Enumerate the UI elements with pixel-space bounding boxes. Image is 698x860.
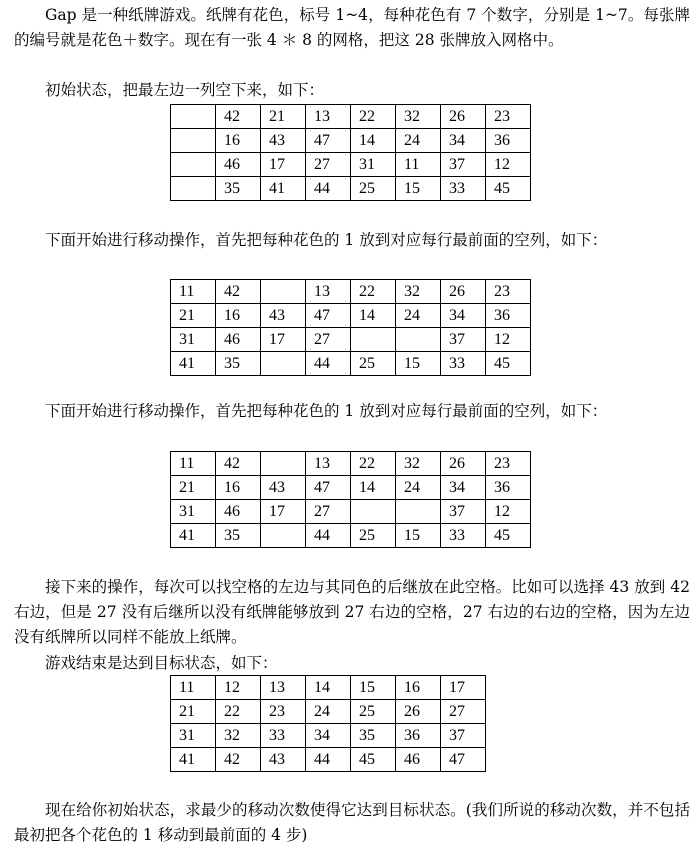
grid-cell: 14 bbox=[306, 676, 351, 700]
grid-row bbox=[171, 280, 531, 304]
grid-cell: 27 bbox=[306, 153, 351, 177]
initial-state-paragraph: 初始状态，把最左边一列空下来，如下： bbox=[45, 81, 325, 99]
grid-cell: 12 bbox=[216, 676, 261, 700]
grid-cell: 36 bbox=[396, 724, 441, 748]
move-rule-paragraph: 接下来的操作，每次可以找空格的左边与其同色的后继放在此空格。比如可以选择 43 放到 42 右边，但是 27 没有后继所以没有纸牌能够放到 27 右边的空格，27 右边的右边的空格，因为左边没有纸牌所以同样不能放上纸牌。 bbox=[14, 578, 690, 646]
grid-cell: 14 bbox=[351, 476, 396, 500]
grid-cell: 43 bbox=[261, 748, 306, 772]
grid-cell: 11 bbox=[171, 676, 216, 700]
grid-row bbox=[171, 748, 486, 772]
grid-cell: 26 bbox=[441, 452, 486, 476]
move-step-paragraph-2: 下面开始进行移动操作，首先把每种花色的 1 放到对应每行最前面的空列，如下： bbox=[45, 402, 608, 420]
grid-cell: 47 bbox=[306, 304, 351, 328]
grid-cell: 43 bbox=[261, 304, 306, 328]
grid-cell bbox=[261, 452, 306, 476]
grid-cell: 44 bbox=[306, 748, 351, 772]
grid-cell: 25 bbox=[351, 177, 396, 201]
grid-cell: 23 bbox=[486, 105, 531, 129]
grid-cell: 15 bbox=[396, 352, 441, 376]
grid-cell: 32 bbox=[396, 452, 441, 476]
grid-row bbox=[171, 304, 531, 328]
grid-cell: 46 bbox=[216, 328, 261, 352]
grid-cell bbox=[351, 328, 396, 352]
grid-cell: 23 bbox=[486, 280, 531, 304]
grid-cell: 15 bbox=[396, 177, 441, 201]
grid-cell: 21 bbox=[171, 304, 216, 328]
grid-cell: 21 bbox=[171, 476, 216, 500]
grid-row bbox=[171, 476, 531, 500]
grid-cell: 11 bbox=[171, 452, 216, 476]
grid-cell: 13 bbox=[306, 452, 351, 476]
grid-cell: 31 bbox=[171, 724, 216, 748]
grid-cell: 14 bbox=[351, 129, 396, 153]
grid-cell: 16 bbox=[216, 476, 261, 500]
grid-cell: 23 bbox=[486, 452, 531, 476]
grid-row bbox=[171, 724, 486, 748]
grid-cell: 37 bbox=[441, 500, 486, 524]
grid-cell: 11 bbox=[396, 153, 441, 177]
grid-cell: 24 bbox=[396, 129, 441, 153]
grid-cell: 23 bbox=[261, 700, 306, 724]
grid-cell: 32 bbox=[216, 724, 261, 748]
grid-row bbox=[171, 328, 531, 352]
grid-cell: 13 bbox=[306, 105, 351, 129]
grid-cell: 35 bbox=[351, 724, 396, 748]
grid-cell: 17 bbox=[441, 676, 486, 700]
grid-cell: 15 bbox=[396, 524, 441, 548]
grid-cell: 45 bbox=[486, 524, 531, 548]
grid-cell: 46 bbox=[216, 500, 261, 524]
grid-cell: 27 bbox=[306, 328, 351, 352]
grid-cell: 21 bbox=[171, 700, 216, 724]
grid-cell: 43 bbox=[261, 129, 306, 153]
grid-cell: 21 bbox=[261, 105, 306, 129]
grid-cell bbox=[261, 280, 306, 304]
grid-row bbox=[171, 129, 531, 153]
task-paragraph: 现在给你初始状态，求最少的移动次数使得它达到目标状态。(我们所说的移动次数，并不包括最初把各个花色的 1 移动到最前面的 4 步) bbox=[14, 801, 690, 844]
grid-row bbox=[171, 153, 531, 177]
grid-cell: 36 bbox=[486, 304, 531, 328]
grid-cell: 16 bbox=[216, 304, 261, 328]
grid-cell: 47 bbox=[306, 129, 351, 153]
grid-cell: 47 bbox=[441, 748, 486, 772]
grid-cell: 26 bbox=[441, 280, 486, 304]
grid-cell: 22 bbox=[216, 700, 261, 724]
grid-cell: 17 bbox=[261, 153, 306, 177]
grid-cell: 16 bbox=[216, 129, 261, 153]
grid-cell bbox=[171, 177, 216, 201]
grid-cell bbox=[396, 328, 441, 352]
grid-cell bbox=[396, 500, 441, 524]
grid-cell: 26 bbox=[396, 700, 441, 724]
grid-cell: 33 bbox=[441, 524, 486, 548]
after-move-grid-1 bbox=[170, 279, 531, 376]
grid-cell: 17 bbox=[261, 328, 306, 352]
grid-cell: 17 bbox=[261, 500, 306, 524]
grid-cell: 22 bbox=[351, 280, 396, 304]
grid-cell: 26 bbox=[441, 105, 486, 129]
intro-paragraph: Gap 是一种纸牌游戏。纸牌有花色，标号 1~4，每种花色有 7 个数字，分别是 1~7。每张牌的编号就是花色＋数字。现在有一张 4 ＊ 8 的网格，把这 28 张牌放入网格中。 bbox=[14, 6, 690, 49]
grid-cell: 34 bbox=[306, 724, 351, 748]
grid-cell: 41 bbox=[171, 524, 216, 548]
grid-cell: 25 bbox=[351, 352, 396, 376]
grid-cell: 25 bbox=[351, 700, 396, 724]
grid-cell bbox=[171, 153, 216, 177]
grid-cell: 15 bbox=[351, 676, 396, 700]
grid-cell: 42 bbox=[216, 748, 261, 772]
grid-cell: 24 bbox=[306, 700, 351, 724]
grid-row bbox=[171, 676, 486, 700]
grid-row bbox=[171, 500, 531, 524]
grid-cell: 36 bbox=[486, 129, 531, 153]
grid-cell: 45 bbox=[351, 748, 396, 772]
grid-row bbox=[171, 700, 486, 724]
initial-grid bbox=[170, 104, 531, 201]
grid-cell: 47 bbox=[306, 476, 351, 500]
grid-cell: 36 bbox=[486, 476, 531, 500]
grid-cell: 37 bbox=[441, 153, 486, 177]
grid-row bbox=[171, 524, 531, 548]
grid-cell: 44 bbox=[306, 524, 351, 548]
grid-cell bbox=[171, 105, 216, 129]
grid-cell bbox=[261, 352, 306, 376]
grid-row bbox=[171, 452, 531, 476]
grid-cell: 31 bbox=[171, 328, 216, 352]
grid-cell: 25 bbox=[351, 524, 396, 548]
grid-cell: 33 bbox=[441, 177, 486, 201]
goal-state-paragraph: 游戏结束是达到目标状态，如下： bbox=[45, 654, 278, 672]
grid-cell: 16 bbox=[396, 676, 441, 700]
grid-cell: 34 bbox=[441, 129, 486, 153]
grid-cell: 37 bbox=[441, 328, 486, 352]
goal-grid bbox=[170, 675, 486, 772]
grid-cell: 42 bbox=[216, 452, 261, 476]
grid-cell: 14 bbox=[351, 304, 396, 328]
grid-cell: 13 bbox=[261, 676, 306, 700]
grid-cell: 35 bbox=[216, 524, 261, 548]
grid-cell: 11 bbox=[171, 280, 216, 304]
grid-cell: 24 bbox=[396, 304, 441, 328]
grid-cell: 31 bbox=[171, 500, 216, 524]
grid-cell bbox=[171, 129, 216, 153]
grid-cell: 44 bbox=[306, 352, 351, 376]
grid-cell: 46 bbox=[216, 153, 261, 177]
grid-cell: 12 bbox=[486, 328, 531, 352]
grid-cell: 22 bbox=[351, 105, 396, 129]
grid-cell: 45 bbox=[486, 177, 531, 201]
grid-cell bbox=[261, 524, 306, 548]
grid-cell: 34 bbox=[441, 476, 486, 500]
grid-cell: 41 bbox=[171, 352, 216, 376]
grid-cell: 12 bbox=[486, 153, 531, 177]
grid-cell: 32 bbox=[396, 280, 441, 304]
grid-cell: 27 bbox=[441, 700, 486, 724]
grid-cell: 13 bbox=[306, 280, 351, 304]
grid-cell: 32 bbox=[396, 105, 441, 129]
grid-cell: 44 bbox=[306, 177, 351, 201]
grid-cell: 37 bbox=[441, 724, 486, 748]
grid-cell: 35 bbox=[216, 352, 261, 376]
grid-cell: 46 bbox=[396, 748, 441, 772]
grid-cell: 34 bbox=[441, 304, 486, 328]
grid-row bbox=[171, 177, 531, 201]
grid-cell: 42 bbox=[216, 280, 261, 304]
grid-cell: 45 bbox=[486, 352, 531, 376]
grid-cell bbox=[351, 500, 396, 524]
grid-cell: 43 bbox=[261, 476, 306, 500]
grid-row bbox=[171, 352, 531, 376]
grid-cell: 41 bbox=[171, 748, 216, 772]
grid-cell: 31 bbox=[351, 153, 396, 177]
grid-row bbox=[171, 105, 531, 129]
grid-cell: 24 bbox=[396, 476, 441, 500]
grid-cell: 35 bbox=[216, 177, 261, 201]
after-move-grid-2 bbox=[170, 451, 531, 548]
grid-cell: 27 bbox=[306, 500, 351, 524]
grid-cell: 33 bbox=[261, 724, 306, 748]
grid-cell: 33 bbox=[441, 352, 486, 376]
grid-cell: 42 bbox=[216, 105, 261, 129]
grid-cell: 41 bbox=[261, 177, 306, 201]
grid-cell: 22 bbox=[351, 452, 396, 476]
grid-cell: 12 bbox=[486, 500, 531, 524]
move-step-paragraph-1: 下面开始进行移动操作，首先把每种花色的 1 放到对应每行最前面的空列，如下： bbox=[45, 231, 608, 249]
